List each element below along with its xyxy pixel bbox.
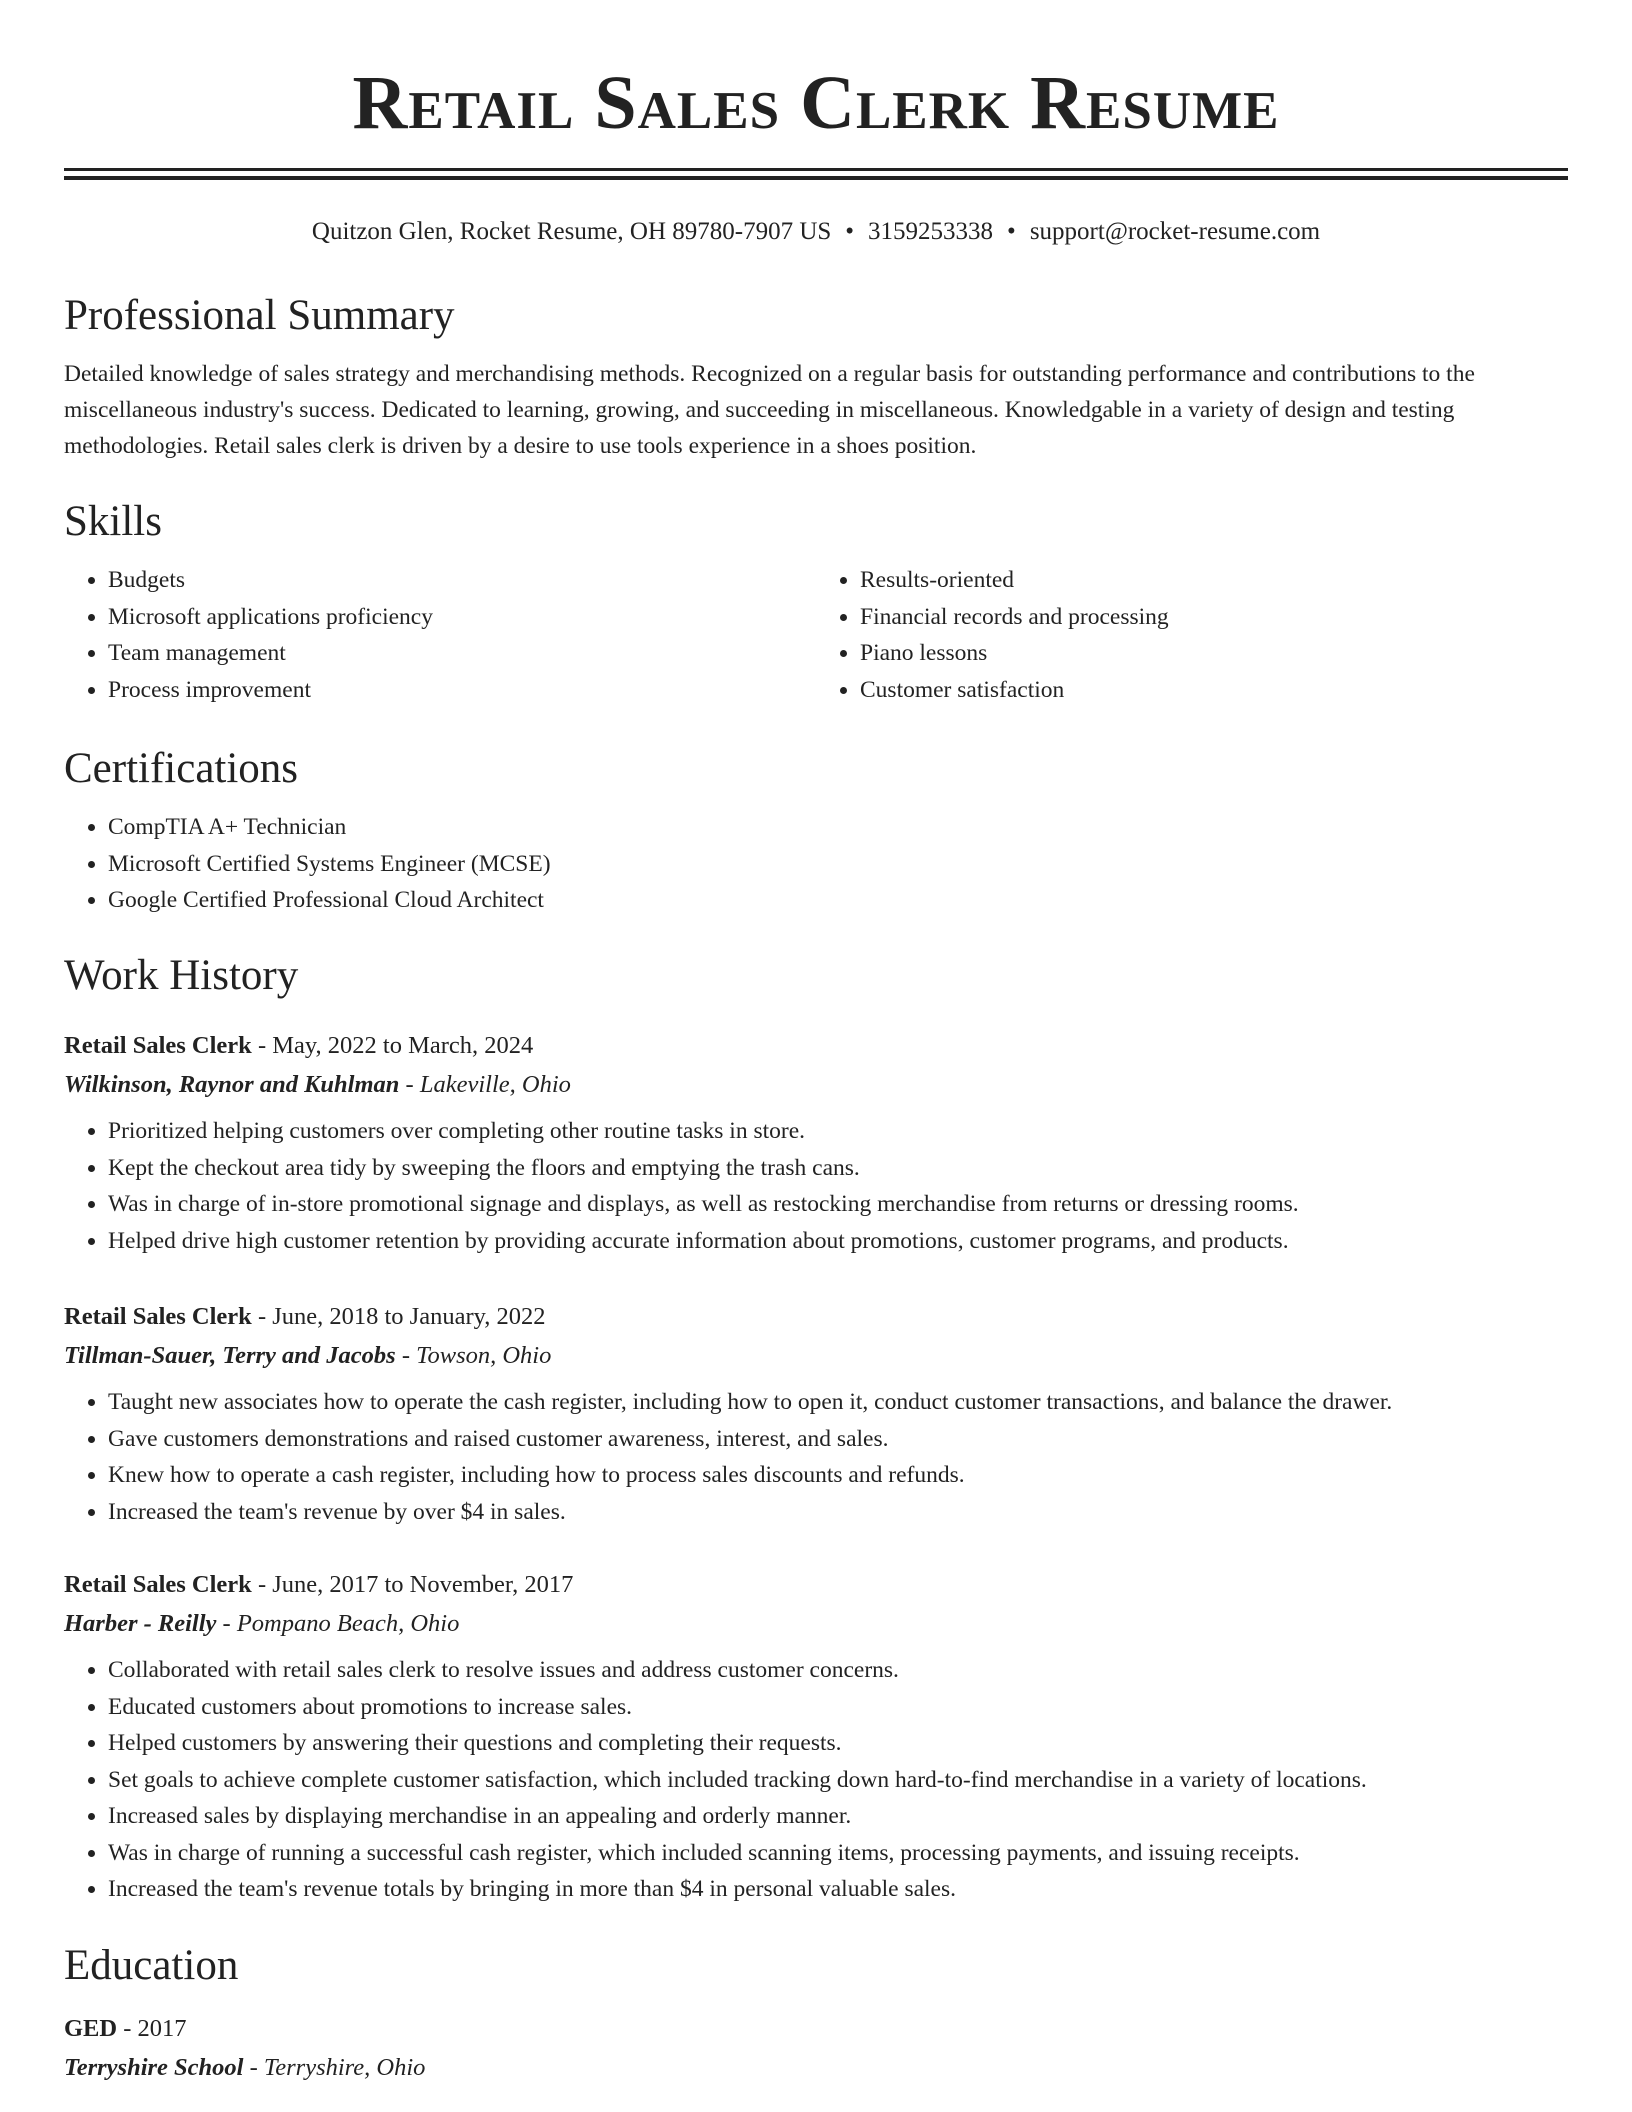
list-item: • CompTIA A+ Technician: [108, 809, 1568, 846]
summary-section: [64, 290, 1568, 464]
list-item: • Financial records and processing: [860, 599, 1568, 636]
job-dates: - May, 2022 to March, 2024: [251, 1032, 534, 1059]
job-title: Retail Sales Clerk: [64, 1571, 252, 1598]
list-item: • Set goals to achieve complete customer satisfaction, which included tracking down hard-to-find merchandise in a variety of locations.: [108, 1762, 1568, 1799]
job-location: - Lakeville, Ohio: [399, 1071, 571, 1098]
list-item: • Increased the team's revenue totals by bringing in more than $4 in personal valuable sales.: [108, 1871, 1568, 1908]
list-item: • Piano lessons: [860, 635, 1568, 672]
work-history-heading: Work History: [64, 952, 299, 999]
job-header: [64, 1027, 1568, 1065]
job-entry: [64, 1566, 1568, 1908]
job-header: [64, 1566, 1568, 1604]
list-item: • Microsoft applications proficiency: [108, 599, 816, 636]
job-dates: - June, 2017 to November, 2017: [251, 1571, 574, 1598]
education-header: [64, 2010, 1568, 2048]
contact-separator: •: [845, 218, 855, 245]
skills-columns: [64, 562, 1568, 708]
list-item: • Increased sales by displaying merchandise in an appealing and orderly manner.: [108, 1798, 1568, 1835]
list-item: • Helped customers by answering their questions and completing their requests.: [108, 1725, 1568, 1762]
job-company: Harber - Reilly: [64, 1610, 217, 1637]
certifications-list: [64, 809, 1568, 919]
list-item: • Team management: [108, 635, 816, 672]
job-location: - Towson, Ohio: [395, 1342, 552, 1369]
skills-list-left: [64, 562, 816, 708]
education-location: - Terryshire, Ohio: [243, 2054, 426, 2081]
education-section: [64, 1940, 1568, 2088]
list-item: • Process improvement: [108, 672, 816, 709]
education-year: - 2017: [117, 2015, 187, 2042]
job-title: Retail Sales Clerk: [64, 1032, 252, 1059]
list-item: • Increased the team's revenue by over $4 in sales.: [108, 1494, 1568, 1531]
certifications-section: [64, 743, 1568, 919]
contact-email: support@rocket-resume.com: [1029, 218, 1321, 245]
title-divider-thin: [64, 168, 1568, 171]
job-dates: - June, 2018 to January, 2022: [251, 1303, 546, 1330]
job-duties-list: [64, 1652, 1568, 1908]
certifications-heading: Certifications: [64, 745, 299, 792]
job-header: [64, 1298, 1568, 1336]
resume-title: Retail Sales Clerk Resume: [352, 61, 1280, 145]
list-item: • Was in charge of running a successful cash register, which included scanning items, processing payments, and issuing receipts.: [108, 1835, 1568, 1872]
list-item: • Microsoft Certified Systems Engineer (MCSE): [108, 846, 1568, 883]
list-item: • Educated customers about promotions to increase sales.: [108, 1689, 1568, 1726]
job-employer: [64, 1604, 1568, 1644]
contact-separator: •: [1007, 218, 1016, 245]
list-item: • Collaborated with retail sales clerk to resolve issues and address customer concerns.: [108, 1652, 1568, 1689]
list-item: • Helped drive high customer retention by providing accurate information about promotions, customer programs, and products.: [108, 1223, 1568, 1260]
job-company: Wilkinson, Raynor and Kuhlman: [64, 1071, 400, 1098]
skills-section: [64, 496, 1568, 708]
education-school: Terryshire School: [64, 2054, 244, 2081]
list-item: • Customer satisfaction: [860, 672, 1568, 709]
education-degree: GED: [64, 2015, 118, 2042]
contact-phone: 3159253338: [868, 218, 994, 245]
education-institution: [64, 2048, 1568, 2088]
job-duties-list: [64, 1384, 1568, 1530]
job-title: Retail Sales Clerk: [64, 1303, 252, 1330]
contact-address: Quitzon Glen, Rocket Resume, OH 89780-7907 US: [311, 218, 832, 245]
education-heading: Education: [64, 1942, 239, 1989]
work-history-section: [64, 950, 1568, 1002]
job-entry: [64, 1027, 1568, 1259]
list-item: • Prioritized helping customers over completing other routine tasks in store.: [108, 1113, 1568, 1150]
job-entry: [64, 1298, 1568, 1530]
skills-list-right: [816, 562, 1568, 708]
list-item: • Budgets: [108, 562, 816, 599]
title-divider-thick: [64, 176, 1568, 180]
job-employer: [64, 1065, 1568, 1105]
job-duties-list: [64, 1113, 1568, 1259]
list-item: • Results-oriented: [860, 562, 1568, 599]
job-location: - Pompano Beach, Ohio: [216, 1610, 460, 1637]
list-item: • Gave customers demonstrations and raised customer awareness, interest, and sales.: [108, 1421, 1568, 1458]
list-item: • Knew how to operate a cash register, including how to process sales discounts and refunds.: [108, 1457, 1568, 1494]
list-item: • Kept the checkout area tidy by sweeping the floors and emptying the trash cans.: [108, 1150, 1568, 1187]
job-employer: [64, 1336, 1568, 1376]
list-item: • Taught new associates how to operate the cash register, including how to open it, conduct customer transactions, and balance the drawer.: [108, 1384, 1568, 1421]
skills-heading: Skills: [64, 498, 162, 545]
summary-text: Detailed knowledge of sales strategy and merchandising methods. Recognized on a regular basis for outstanding performance and contributions to the miscellaneous industry's success. Dedicated to learning, growing, and succeeding in miscellaneous. Knowledgable in a variety of design and testing methodologies. Retail sales clerk is driven by a desire to use tools experience in a shoes position.: [64, 361, 1475, 459]
job-company: Tillman-Sauer, Terry and Jacobs: [64, 1342, 396, 1369]
list-item: • Was in charge of in-store promotional signage and displays, as well as restocking merchandise from returns or dressing rooms.: [108, 1186, 1568, 1223]
contact-line: [64, 216, 1568, 248]
list-item: • Google Certified Professional Cloud Architect: [108, 882, 1568, 919]
summary-heading: Professional Summary: [64, 292, 455, 339]
